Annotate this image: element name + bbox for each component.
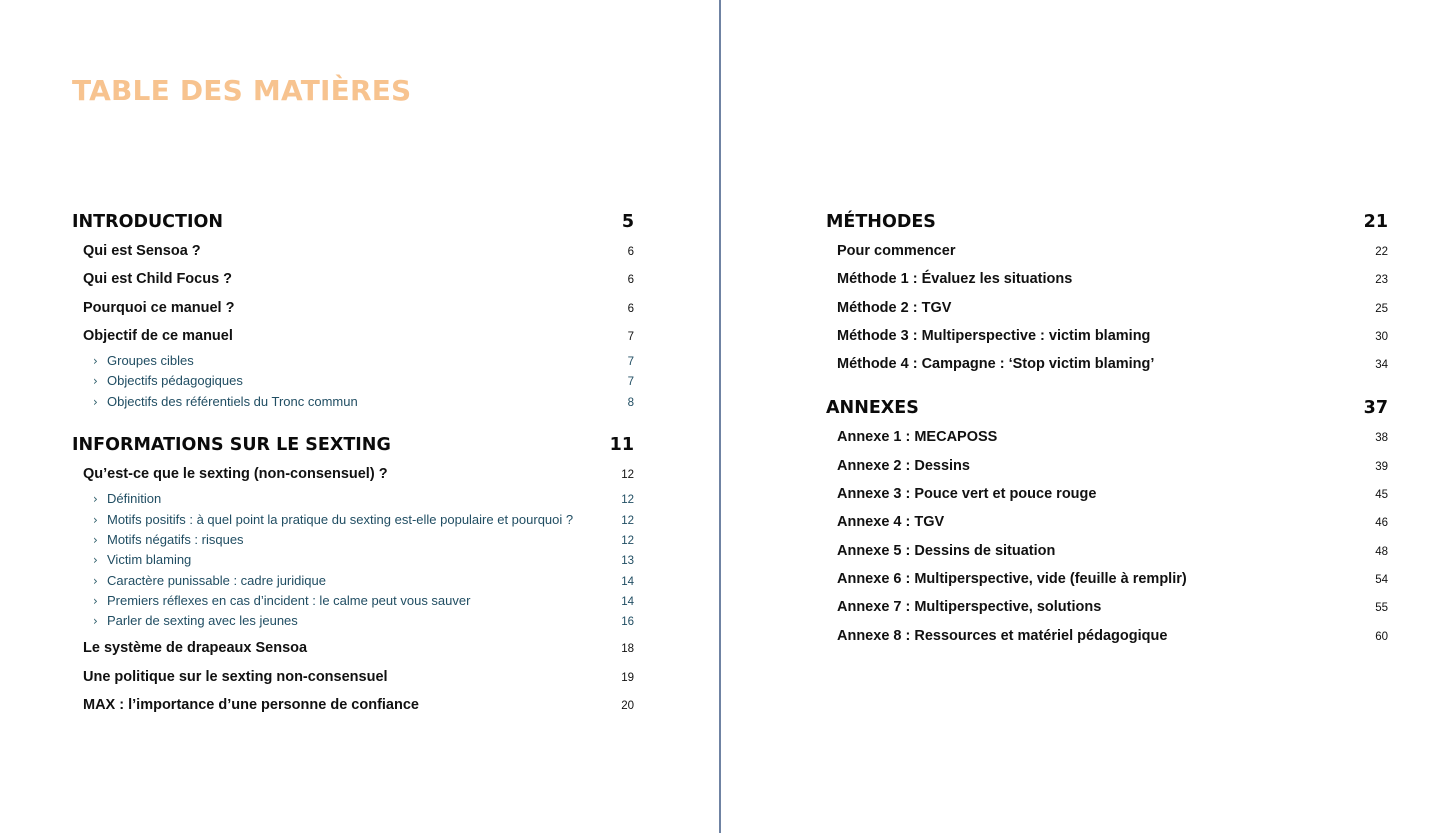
subentry-page-number: 12 (621, 514, 634, 527)
toc-entry[interactable] (826, 593, 1388, 621)
section-page-number: 11 (609, 435, 634, 456)
toc-entry[interactable] (72, 634, 634, 662)
entry-page-number: 45 (1375, 489, 1388, 502)
entry-title: Annexe 2 : Dessins (837, 457, 970, 474)
entry-page-number: 48 (1375, 545, 1388, 558)
entry-title: Annexe 1 : MECAPOSS (837, 429, 998, 446)
entry-title: Pourquoi ce manuel ? (83, 299, 235, 316)
entry-title: Annexe 8 : Ressources et matériel pédagogique (837, 627, 1168, 644)
entry-title: Annexe 4 : TGV (837, 514, 945, 531)
subentry-title: Motifs négatifs : risques (107, 531, 244, 547)
subentry-title: Premiers réflexes en cas d’incident : le calme peut vous sauver (107, 592, 471, 608)
section-page-number: 37 (1363, 398, 1388, 419)
subentry-title: Caractère punissable : cadre juridique (107, 572, 326, 588)
toc-subentry[interactable] (72, 510, 634, 530)
chevron-right-icon: › (93, 532, 98, 547)
toc-section-methodes (826, 207, 1388, 378)
page-title: TABLE DES MATIÈRES (72, 74, 412, 107)
entry-title: Méthode 3 : Multiperspective : victim blaming (837, 327, 1151, 344)
entry-page-number: 12 (621, 469, 634, 482)
subentry-title: Objectifs pédagogiques (107, 373, 243, 389)
entry-page-number: 55 (1375, 602, 1388, 615)
entry-page-number: 30 (1375, 330, 1388, 343)
toc-left-column (72, 207, 634, 734)
toc-entry[interactable] (72, 691, 634, 719)
subentry-title: Victim blaming (107, 552, 192, 568)
subentry-title: Parler de sexting avec les jeunes (107, 613, 298, 629)
entry-title: Annexe 7 : Multiperspective, solutions (837, 599, 1102, 616)
entry-title: Méthode 2 : TGV (837, 299, 952, 316)
entry-page-number: 20 (621, 700, 634, 713)
entry-title: Qui est Child Focus ? (83, 271, 233, 288)
toc-subentry[interactable] (72, 530, 634, 550)
entry-title: Méthode 4 : Campagne : ‘Stop victim blaming’ (837, 356, 1155, 373)
page-divider (719, 0, 721, 833)
entry-title: Méthode 1 : Évaluez les situations (837, 271, 1073, 288)
entry-page-number: 46 (1375, 517, 1388, 530)
entry-page-number: 19 (621, 671, 634, 684)
subentry-page-number: 7 (627, 356, 634, 369)
toc-subentry[interactable] (72, 489, 634, 509)
toc-entry[interactable] (826, 452, 1388, 480)
toc-entry[interactable] (826, 508, 1388, 536)
entry-title: Objectif de ce manuel (83, 327, 233, 344)
section-heading[interactable] (826, 393, 1388, 423)
subentry-page-number: 16 (621, 616, 634, 629)
subentry-page-number: 14 (621, 575, 634, 588)
toc-subentry[interactable] (72, 611, 634, 631)
subentry-page-number: 12 (621, 494, 634, 507)
entry-title: Annexe 3 : Pouce vert et pouce rouge (837, 486, 1097, 503)
section-heading[interactable] (72, 207, 634, 237)
subentry-page-number: 13 (621, 555, 634, 568)
chevron-right-icon: › (93, 374, 98, 389)
entry-page-number: 38 (1375, 432, 1388, 445)
entry-title: Pour commencer (837, 243, 956, 259)
section-title: INTRODUCTION (72, 212, 223, 232)
entry-page-number: 22 (1375, 246, 1388, 258)
toc-entry[interactable] (72, 663, 634, 691)
entry-page-number: 54 (1375, 573, 1388, 586)
toc-entry[interactable] (826, 265, 1388, 293)
chevron-right-icon: › (93, 593, 98, 608)
subentry-page-number: 8 (627, 396, 634, 409)
subentry-title: Groupes cibles (107, 353, 194, 369)
section-title: MÉTHODES (826, 212, 936, 232)
entry-page-number: 34 (1375, 359, 1388, 372)
section-heading[interactable] (826, 207, 1388, 237)
toc-right-column (826, 207, 1388, 665)
entry-page-number: 6 (627, 274, 634, 287)
section-page-number: 5 (621, 212, 634, 232)
toc-subentry[interactable] (72, 591, 634, 611)
subentry-title: Motifs positifs : à quel point la pratique du sexting est-elle populaire et pourquoi ? (107, 511, 574, 527)
subentry-page-number: 12 (621, 534, 634, 547)
toc-entry[interactable] (72, 294, 634, 322)
entry-title: Le système de drapeaux Sensoa (83, 640, 308, 657)
chevron-right-icon: › (93, 492, 98, 507)
entry-title: Qui est Sensoa ? (83, 243, 201, 259)
entry-page-number: 6 (627, 246, 634, 258)
entry-page-number: 60 (1375, 630, 1388, 643)
toc-entry[interactable] (826, 423, 1388, 451)
section-title: INFORMATIONS SUR LE SEXTING (72, 435, 391, 456)
entry-title: Annexe 5 : Dessins de situation (837, 542, 1056, 559)
entry-page-number: 6 (627, 302, 634, 315)
subentry-page-number: 14 (621, 595, 634, 608)
entry-page-number: 39 (1375, 460, 1388, 473)
chevron-right-icon: › (93, 614, 98, 629)
toc-entry[interactable] (826, 237, 1388, 265)
toc-entry[interactable] (826, 622, 1388, 650)
toc-entry[interactable] (72, 322, 634, 350)
toc-entry[interactable] (826, 565, 1388, 593)
entry-page-number: 18 (621, 643, 634, 656)
entry-page-number: 7 (627, 330, 634, 343)
chevron-right-icon: › (93, 512, 98, 527)
toc-subentry[interactable] (72, 371, 634, 391)
toc-entry[interactable] (826, 294, 1388, 322)
toc-subentry[interactable] (72, 351, 634, 371)
entry-page-number: 25 (1375, 302, 1388, 315)
toc-section-informations-sur-le-sexting (72, 430, 634, 719)
subentry-page-number: 7 (627, 376, 634, 389)
toc-subentry[interactable] (72, 392, 634, 412)
section-heading[interactable] (72, 430, 634, 460)
entry-title: Une politique sur le sexting non-consensuel (83, 668, 388, 685)
entry-title: MAX : l’importance d’une personne de confiance (83, 697, 419, 714)
toc-entry[interactable] (72, 265, 634, 293)
chevron-right-icon: › (93, 394, 98, 409)
chevron-right-icon: › (93, 354, 98, 369)
toc-entry[interactable] (826, 350, 1388, 378)
chevron-right-icon: › (93, 553, 98, 568)
entry-title: Annexe 6 : Multiperspective, vide (feuille à remplir) (837, 570, 1187, 587)
toc-entry[interactable] (826, 480, 1388, 508)
section-page-number: 21 (1363, 212, 1388, 232)
toc-entry[interactable] (72, 460, 634, 488)
toc-subentry-list (72, 350, 634, 415)
toc-section-introduction (72, 207, 634, 415)
toc-entry[interactable] (826, 322, 1388, 350)
section-title: ANNEXES (826, 398, 919, 419)
toc-entry[interactable] (826, 537, 1388, 565)
entry-title: Qu’est-ce que le sexting (non-consensuel) ? (83, 466, 388, 483)
toc-subentry[interactable] (72, 550, 634, 570)
toc-section-annexes (826, 393, 1388, 649)
subentry-title: Définition (107, 491, 162, 507)
toc-subentry-list (72, 488, 634, 634)
toc-subentry[interactable] (72, 571, 634, 591)
toc-entry[interactable] (72, 237, 634, 265)
entry-page-number: 23 (1375, 274, 1388, 287)
chevron-right-icon: › (93, 573, 98, 588)
subentry-title: Objectifs des référentiels du Tronc commun (107, 393, 358, 409)
